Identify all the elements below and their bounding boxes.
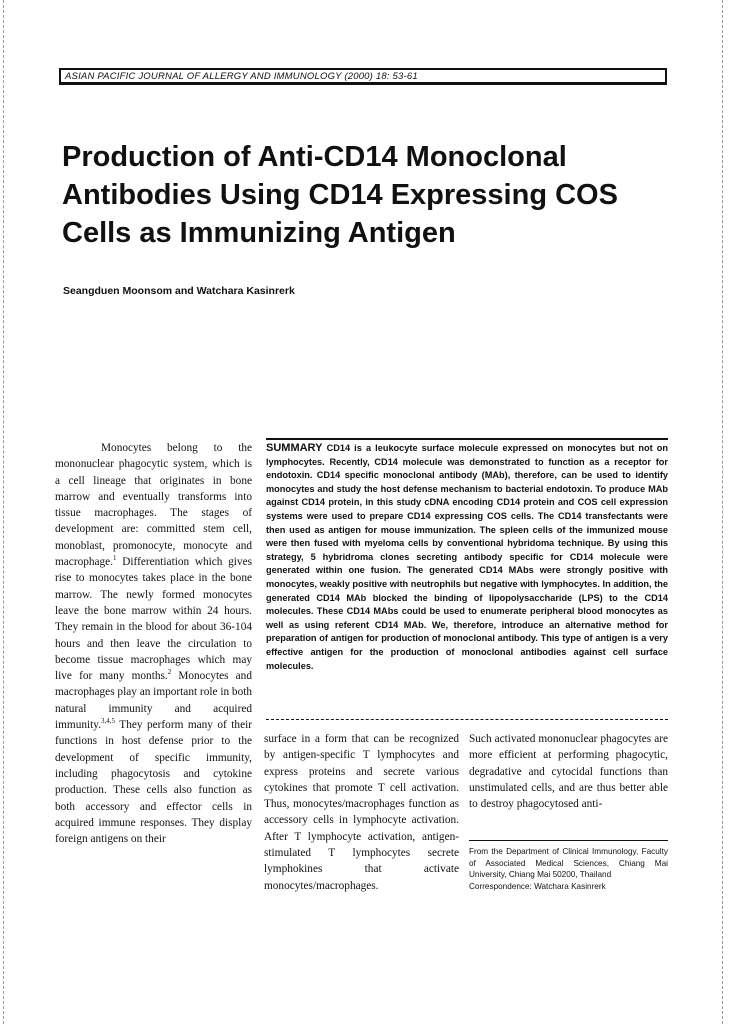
intro-text-b: Differentiation which gives rise to monocytes takes place in the bone marrow. The newly formed monocytes leave the bone marrow within 24 hours. They remain in the blood for about 36-104 hours and then leave the circulation to become tissue macrophages which may live for many months.	[55, 556, 252, 683]
body-column-1	[55, 440, 252, 847]
paper-title: Production of Anti-CD14 Monoclonal Antibodies Using CD14 Expressing COS Cells as Immunizing Antigen	[62, 141, 618, 249]
body-column-2: surface in a form that can be recognized by antigen-specific T lymphocytes and express proteins and secrete various cytokines that promote T cell activation. Thus, monocytes/macrophages function as accessory cells in lymphocyte activation. After T lymphocyte activation, antigen-stimulated T lymphocytes secrete lymphokines that activate monocytes/macrophages.	[264, 733, 459, 892]
citation-3-5[interactable]: 3,4,5	[101, 717, 116, 726]
intro-text-c: Monocytes and macrophages play an important role in both natural immunity and acquired immunity.	[55, 670, 253, 732]
intro-paragraph	[55, 440, 252, 847]
abstract-bottom-rule	[266, 719, 668, 720]
abstract-block	[266, 442, 668, 673]
abstract-text: CD14 is a leukocyte surface molecule expressed on monocytes but not on lymphocytes. Recently, CD14 molecule was demonstrated to function as a receptor for endotoxin. CD14 specific monoclonal antibody (MAb), therefore, can be used to identify monocytes and study the host defense mechanism to bacterial endotoxin. To produce MAb against CD14 protein, in this study cDNA encoding CD14 protein and COS cell expression systems were used to prepare CD14 expressing COS cells. The CD14 transfectants were then used as antigen for mouse immunization. The spleen cells of the immunized mouse were then fused with myeloma cells by conventional hybridoma technique. By using this strategy, 5 hybridroma clones secreting antibody specific for CD14 molecule were generated within one fusion. The generated CD14 MAbs were strongly positive with monocytes, weakly positive with neutrophils but negative with lymphocytes. In addition, the generated CD14 MAb blocked the binding of lipopolysaccharide (LPS) to the CD14 molecules. These CD14 MAbs could be used to enumerate peripheral blood monocytes as well as using referent CD14 MAb. We, therefore, introduce an alternative method for preparation of antigen for production of monoclonal antibody. This type of antigen is a very effective antigen for the production of monoclonal antibodies against cell surface molecules.	[266, 443, 668, 671]
intro-text-d: They perform many of their functions in host defense prior to the development of specific immunity, including phagocytosis and cytokine production. These cells also function as both accessory and effector cells in acquired immune responses. They display foreign antigens on their	[55, 719, 252, 846]
left-scan-edge	[3, 0, 4, 1024]
correspondence-text: Correspondence: Watchara Kasinrerk	[469, 881, 606, 891]
body-column-3: Such activated mononuclear phagocytes are more efficient at performing phagocytic, degradative and cytocidal functions than unstimulated cells, and are thus better able to destroy phagocytosed anti-	[469, 733, 668, 811]
intro-text-a: Monocytes belong to the mononuclear phagocytic system, which is a cell lineage that originates in bone marrow and eventually transforms into tissue macrophages. The stages of development are: committed stem cell, monoblast, promonocyte, monocyte and macrophage.	[55, 442, 252, 569]
citation-2[interactable]: 2	[167, 668, 172, 677]
affiliation-text: From the Department of Clinical Immunology, Faculty of Associated Medical Sciences, Chiang Mai University, Chiang Mai 50200, Thailand	[469, 847, 668, 880]
journal-header-rule	[59, 82, 667, 85]
journal-header: ASIAN PACIFIC JOURNAL OF ALLERGY AND IMMUNOLOGY (2000) 18: 53-61	[59, 68, 667, 82]
footnote-rule	[469, 840, 668, 841]
author-list: Seangduen Moonsom and Watchara Kasinrerk	[63, 285, 295, 297]
affiliation-footnote	[469, 846, 668, 892]
citation-1[interactable]: 1	[113, 554, 117, 563]
abstract-label: SUMMARY	[266, 442, 323, 454]
abstract-top-rule	[266, 438, 668, 440]
right-scan-edge	[722, 0, 723, 1024]
